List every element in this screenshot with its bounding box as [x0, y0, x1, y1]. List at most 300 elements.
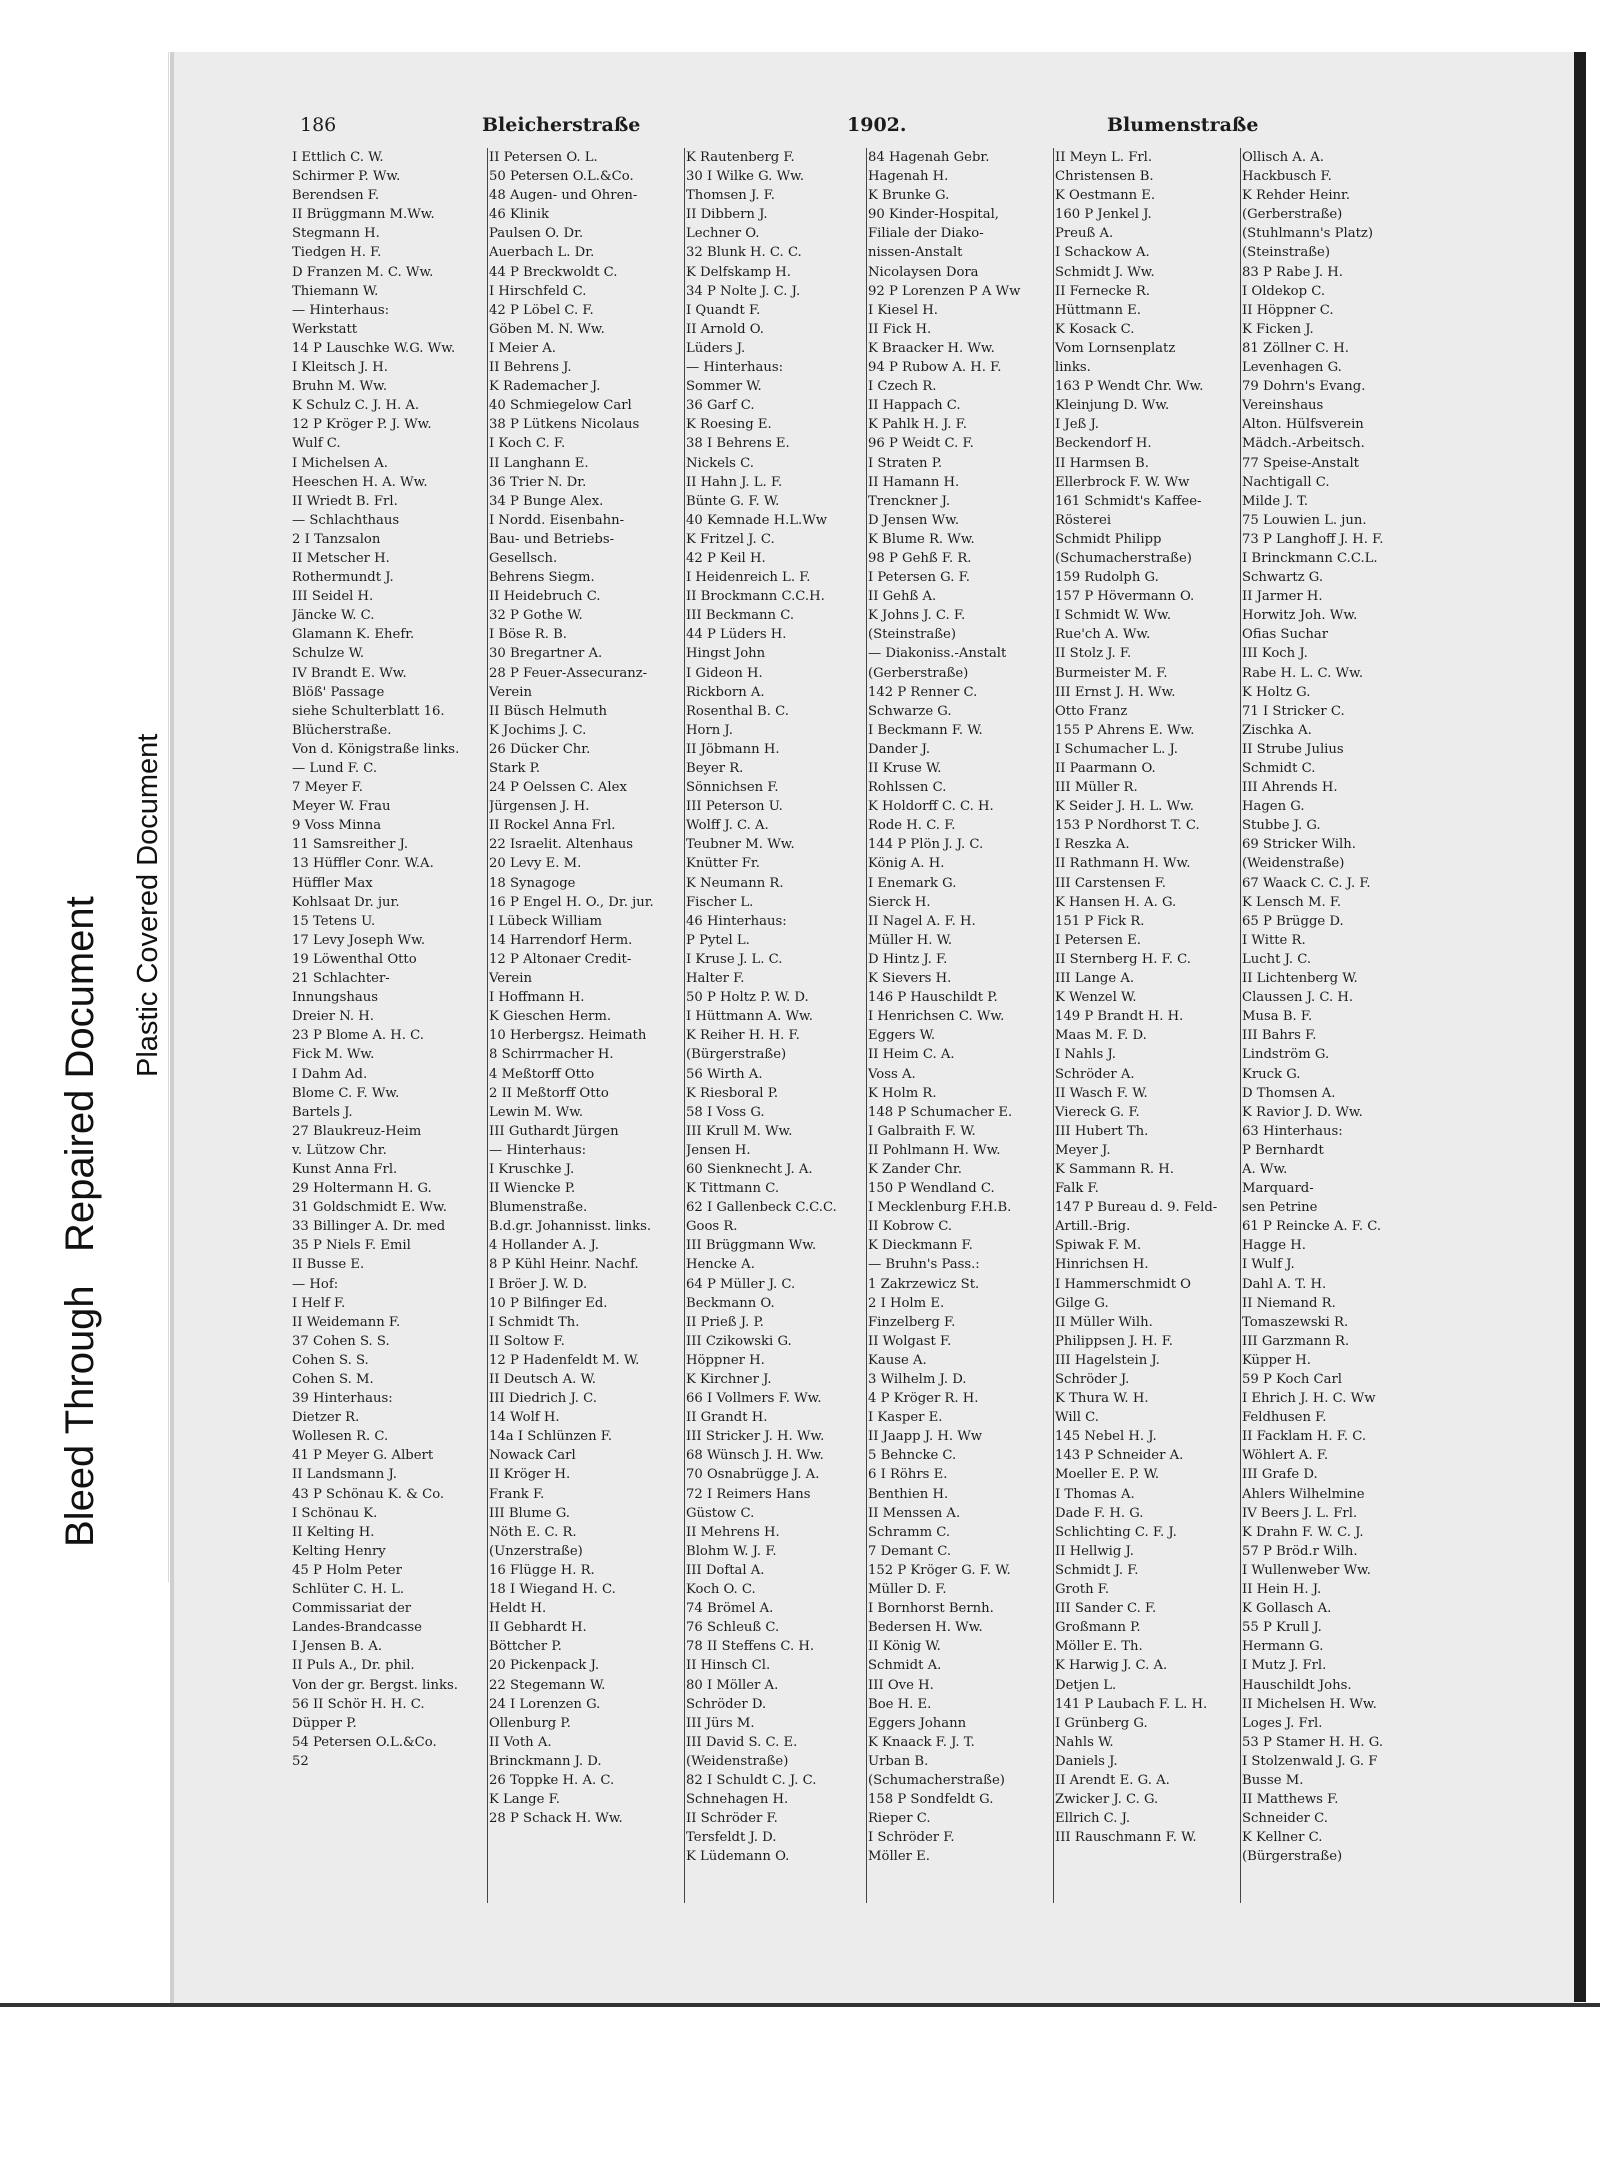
directory-entry: 46 Klinik: [489, 207, 549, 223]
directory-entry: II Weidemann F.: [292, 1314, 401, 1330]
directory-entry: K Tittmann C.: [686, 1181, 780, 1197]
directory-entry: Loges J. Frl.: [1242, 1715, 1323, 1731]
directory-entry: 14 Wolf H.: [489, 1410, 560, 1426]
directory-entry: II Sternberg H. F. C.: [1055, 951, 1191, 967]
directory-entry: (Schumacherstraße): [1055, 550, 1192, 566]
directory-entry: Hagen G.: [1242, 799, 1305, 815]
directory-entry: K Schulz C. J. H. A.: [292, 398, 420, 414]
directory-entry: Hencke A.: [686, 1257, 755, 1273]
directory-entry: Müller D. F.: [868, 1582, 947, 1598]
directory-entry: II Landsmann J.: [292, 1467, 397, 1483]
directory-entry: K Gollasch A.: [1242, 1601, 1332, 1617]
directory-entry: II Niemand R.: [1242, 1295, 1336, 1311]
directory-entry: III Ove H.: [868, 1677, 934, 1693]
directory-entry: III Hagelstein J.: [1055, 1352, 1160, 1368]
directory-entry: 34 P Nolte J. C. J.: [686, 283, 801, 299]
directory-entry: 14 P Lauschke W.G. Ww.: [292, 340, 456, 356]
directory-entry: I Kiesel H.: [868, 302, 938, 318]
directory-entry: I Michelsen A.: [292, 455, 388, 471]
directory-entry: Nahls W.: [1055, 1734, 1114, 1750]
directory-entry: III Ernst J. H. Ww.: [1055, 684, 1176, 700]
directory-entry: III Carstensen F.: [1055, 875, 1166, 891]
directory-entry: 18 Synagoge: [489, 875, 576, 891]
directory-entry: K Holtz G.: [1242, 684, 1311, 700]
directory-entry: 32 P Gothe W.: [489, 608, 583, 624]
directory-entry: 35 P Niels F. Emil: [292, 1238, 411, 1254]
directory-entry: II Puls A., Dr. phil.: [292, 1658, 415, 1674]
directory-entry: 44 P Breckwoldt C.: [489, 264, 618, 280]
directory-entry: II Hamann H.: [868, 474, 960, 490]
directory-entry: D Hintz J. F.: [868, 951, 948, 967]
directory-entry: 12 P Kröger P. J. Ww.: [292, 417, 432, 433]
directory-entry: I Petersen G. F.: [868, 570, 970, 586]
directory-entry: Von der gr. Bergst. links.: [292, 1677, 458, 1693]
directory-entry: A. Ww.: [1242, 1161, 1288, 1177]
directory-entry: Hauschildt Johs.: [1242, 1677, 1352, 1693]
directory-entry: III Seidel H.: [292, 589, 374, 605]
directory-entry: I Gideon H.: [686, 665, 763, 681]
directory-entry: Ellrich C. J.: [1055, 1811, 1131, 1827]
directory-entry: Schmidt J. Ww.: [1055, 264, 1155, 280]
directory-entry: K Brunke G.: [868, 188, 950, 204]
directory-entry: Schwarze G.: [868, 703, 952, 719]
directory-entry: Beckmann O.: [686, 1295, 775, 1311]
directory-entry: Rode H. C. F.: [868, 818, 956, 834]
directory-entry: Jensen H.: [686, 1142, 751, 1158]
directory-entry: I Oldekop C.: [1242, 283, 1326, 299]
directory-entry: Jäncke W. C.: [292, 608, 375, 624]
directory-entry: Hüttmann E.: [1055, 302, 1141, 318]
directory-entry: K Fritzel J. C.: [686, 531, 775, 547]
directory-entry: I Schmidt W. Ww.: [1055, 608, 1172, 624]
directory-entry: Blohm W. J. F.: [686, 1543, 777, 1559]
directory-entry: Ellerbrock F. W. Ww: [1055, 474, 1190, 490]
directory-entry: Ofias Suchar: [1242, 627, 1329, 643]
directory-entry: Möller E. Th.: [1055, 1639, 1143, 1655]
directory-entry: Rothermundt J.: [292, 570, 394, 586]
directory-entry: 43 P Schönau K. & Co.: [292, 1486, 445, 1502]
directory-entry: (Gerberstraße): [868, 665, 969, 681]
directory-entry: Hüffler Max: [292, 875, 373, 891]
directory-entry: — Hinterhaus:: [686, 360, 784, 376]
directory-entry: B.d.gr. Johannisst. links.: [489, 1219, 652, 1235]
directory-entry: Fick M. Ww.: [292, 1047, 375, 1063]
directory-entry: I Dahm Ad.: [292, 1066, 368, 1082]
directory-entry: III Brüggmann Ww.: [686, 1238, 817, 1254]
directory-entry: Viereck G. F.: [1055, 1104, 1140, 1120]
directory-entry: 160 P Jenkel J.: [1055, 207, 1152, 223]
directory-entry: II Brockmann C.C.H.: [686, 589, 825, 605]
directory-entry: K Holdorff C. C. H.: [868, 799, 994, 815]
directory-entry: Zwicker J. C. G.: [1055, 1792, 1159, 1808]
directory-entry: Heldt H.: [489, 1601, 547, 1617]
directory-entry: II Soltow F.: [489, 1333, 565, 1349]
directory-entry: Rosenthal B. C.: [686, 703, 789, 719]
directory-entry: K Wenzel W.: [1055, 990, 1137, 1006]
directory-entry: 66 I Vollmers F. Ww.: [686, 1391, 822, 1407]
directory-entry: 151 P Fick R.: [1055, 913, 1145, 929]
directory-entry: Thomsen J. F.: [686, 188, 775, 204]
directory-entry: III Rauschmann F. W.: [1055, 1830, 1197, 1846]
scan-edge-strip: [1574, 52, 1586, 2002]
directory-entry: Otto Franz: [1055, 703, 1128, 719]
directory-entry: Nickels C.: [686, 455, 754, 471]
directory-entry: Dahl A. T. H.: [1242, 1276, 1327, 1292]
directory-entry: II Kröger H.: [489, 1467, 571, 1483]
directory-entry: Meyer W. Frau: [292, 799, 391, 815]
directory-entry: I Bornhorst Bernh.: [868, 1601, 994, 1617]
directory-entry: Kause A.: [868, 1352, 927, 1368]
directory-entry: 147 P Bureau d. 9. Feld-: [1055, 1200, 1218, 1216]
directory-entry: Nöth E. C. R.: [489, 1524, 577, 1540]
directory-entry: 157 P Hövermann O.: [1055, 589, 1195, 605]
directory-entry: II Jarmer H.: [1242, 589, 1323, 605]
directory-entry: K Riesboral P.: [686, 1085, 779, 1101]
directory-entry: 158 P Sondfeldt G.: [868, 1792, 994, 1808]
directory-entry: Göben M. N. Ww.: [489, 321, 605, 337]
directory-entry: K Zander Chr.: [868, 1161, 962, 1177]
directory-entry: Jürgensen J. H.: [489, 799, 590, 815]
directory-entry: (Steinstraße): [1242, 245, 1330, 261]
directory-entry: Möller E.: [868, 1849, 930, 1865]
directory-entry: Kleinjung D. Ww.: [1055, 398, 1170, 414]
directory-entry: 96 P Weidt C. F.: [868, 436, 974, 452]
column-rule: [1053, 148, 1054, 1903]
directory-entry: 45 P Holm Peter: [292, 1562, 402, 1578]
directory-column-2: [489, 148, 684, 1828]
directory-entry: Urban B.: [868, 1753, 929, 1769]
directory-entry: K Rademacher J.: [489, 379, 601, 395]
directory-entry: Voss A.: [868, 1066, 916, 1082]
directory-entry: I Kruschke J.: [489, 1161, 575, 1177]
directory-entry: III Grafe D.: [1242, 1467, 1318, 1483]
directory-entry: III Ahrends H.: [1242, 780, 1338, 796]
directory-entry: 23 P Blome A. H. C.: [292, 1028, 424, 1044]
label-repaired-document: Repaired Document: [58, 896, 102, 1252]
directory-entry: II Gehß A.: [868, 589, 937, 605]
directory-entry: 90 Kinder-Hospital,: [868, 207, 999, 223]
directory-entry: Spiwak F. M.: [1055, 1238, 1142, 1254]
directory-entry: I Kleitsch J. H.: [292, 360, 388, 376]
directory-entry: K Hansen H. A. G.: [1055, 894, 1177, 910]
directory-entry: II Strube Julius: [1242, 741, 1344, 757]
directory-entry: 28 P Schack H. Ww.: [489, 1811, 623, 1827]
directory-entry: I Kasper E.: [868, 1410, 943, 1426]
directory-entry: II Fick H.: [868, 321, 932, 337]
directory-entry: 161 Schmidt's Kaffee-: [1055, 493, 1202, 509]
directory-entry: 149 P Brandt H. H.: [1055, 1009, 1184, 1025]
directory-entry: Schramm C.: [868, 1524, 951, 1540]
directory-entry: 36 Garf C.: [686, 398, 755, 414]
directory-entry: Bruhn M. Ww.: [292, 379, 388, 395]
directory-entry: Bedersen H. Ww.: [868, 1620, 983, 1636]
directory-entry: (Schumacherstraße): [868, 1772, 1005, 1788]
directory-entry: II Büsch Helmuth: [489, 703, 607, 719]
directory-entry: II Voth A.: [489, 1734, 552, 1750]
directory-entry: 69 Stricker Wilh.: [1242, 837, 1356, 853]
directory-entry: 16 P Engel H. O., Dr. jur.: [489, 894, 654, 910]
directory-entry: Meyer J.: [1055, 1142, 1111, 1158]
directory-entry: I Meier A.: [489, 340, 556, 356]
directory-entry: 59 P Koch Carl: [1242, 1372, 1343, 1387]
directory-entry: Knütter Fr.: [686, 856, 760, 872]
directory-entry: II Rathmann H. Ww.: [1055, 856, 1191, 872]
directory-entry: 83 P Rabe J. H.: [1242, 264, 1343, 280]
directory-entry: Dietzer R.: [292, 1410, 360, 1426]
directory-entry: Finzelberg F.: [868, 1314, 956, 1330]
directory-entry: (Stuhlmann's Platz): [1242, 226, 1373, 242]
directory-entry: Vom Lornsenplatz: [1055, 340, 1176, 356]
directory-entry: II Wiencke P.: [489, 1181, 576, 1197]
directory-entry: K Kosack C.: [1055, 321, 1135, 337]
directory-entry: Schneider C.: [1242, 1811, 1328, 1827]
directory-entry: 18 I Wiegand H. C.: [489, 1582, 616, 1598]
directory-entry: Feldhusen F.: [1242, 1410, 1327, 1426]
directory-entry: Küpper H.: [1242, 1352, 1311, 1368]
directory-entry: I Bröer J. W. D.: [489, 1276, 588, 1292]
directory-entry: K Gieschen Herm.: [489, 1009, 612, 1025]
directory-entry: Schmidt J. F.: [1055, 1562, 1139, 1578]
directory-page: [170, 52, 1574, 2004]
directory-entry: Kruck G.: [1242, 1066, 1301, 1082]
directory-entry: I Hoffmann H.: [489, 990, 585, 1006]
directory-entry: I Petersen E.: [1055, 932, 1141, 948]
directory-entry: 148 P Schumacher E.: [868, 1104, 1013, 1120]
directory-entry: Schmidt Philipp: [1055, 531, 1162, 547]
directory-entry: 4 Hollander A. J.: [489, 1238, 599, 1254]
directory-entry: 144 P Plön J. J. C.: [868, 837, 984, 853]
directory-entry: Zischka A.: [1242, 722, 1312, 738]
directory-entry: Trenckner J.: [868, 493, 951, 509]
directory-entry: Innungshaus: [292, 990, 379, 1006]
directory-entry: 78 II Steffens C. H.: [686, 1639, 815, 1655]
directory-entry: 21 Schlachter-: [292, 971, 390, 987]
directory-entry: I Czech R.: [868, 379, 937, 395]
directory-entry: 81 Zöllner C. H.: [1242, 340, 1349, 356]
directory-entry: — Diakoniss.-Anstalt: [868, 646, 1007, 662]
directory-entry: II Happach C.: [868, 398, 961, 414]
directory-entry: I Henrichsen C. Ww.: [868, 1009, 1005, 1025]
directory-entry: Wöhlert A. F.: [1242, 1448, 1329, 1464]
header-right-street: Blumenstraße: [1107, 114, 1259, 136]
directory-entry: 12 P Altonaer Credit-: [489, 951, 632, 967]
directory-entry: II Menssen A.: [868, 1505, 961, 1521]
directory-entry: II Nagel A. F. H.: [868, 913, 976, 929]
directory-entry: 46 Hinterhaus:: [686, 913, 787, 929]
directory-entry: 31 Goldschmidt E. Ww.: [292, 1200, 447, 1216]
directory-entry: 2 II Meßtorff Otto: [489, 1085, 609, 1101]
directory-entry: III Doftal A.: [686, 1562, 765, 1578]
directory-entry: Preuß A.: [1055, 226, 1114, 242]
directory-entry: Dreier N. H.: [292, 1009, 374, 1025]
directory-entry: 60 Sienknecht J. A.: [686, 1161, 813, 1177]
directory-entry: 4 Meßtorff Otto: [489, 1066, 595, 1082]
directory-entry: Nachtigall C.: [1242, 474, 1330, 490]
directory-entry: Fischer L.: [686, 894, 754, 910]
directory-entry: K Seider J. H. L. Ww.: [1055, 799, 1194, 815]
directory-entry: Schlichting C. F. J.: [1055, 1524, 1177, 1540]
directory-entry: 61 P Reincke A. F. C.: [1242, 1219, 1382, 1235]
directory-entry: Großmann P.: [1055, 1620, 1141, 1636]
directory-entry: II Brüggmann M.Ww.: [292, 207, 435, 223]
directory-entry: 65 P Brügge D.: [1242, 913, 1344, 929]
column-rule: [487, 148, 488, 1903]
directory-entry: III Czikowski G.: [686, 1333, 792, 1349]
directory-entry: II Heidebruch C.: [489, 589, 601, 605]
directory-entry: I Wulf J.: [1242, 1257, 1295, 1273]
directory-entry: III Jürs M.: [686, 1715, 755, 1731]
directory-entry: Bau- und Betriebs-: [489, 531, 615, 547]
directory-entry: I Enemark G.: [868, 875, 957, 891]
directory-entry: III Bahrs F.: [1242, 1028, 1317, 1044]
directory-entry: 142 P Renner C.: [868, 684, 978, 700]
directory-entry: I Galbraith F. W.: [868, 1123, 976, 1139]
directory-entry: II Gebhardt H.: [489, 1620, 587, 1636]
directory-entry: 64 P Müller J. C.: [686, 1276, 796, 1292]
directory-entry: Boe H. E.: [868, 1696, 932, 1712]
directory-entry: 10 P Bilfinger Ed.: [489, 1295, 608, 1311]
directory-entry: 28 P Feuer-Assecuranz-: [489, 665, 648, 681]
directory-entry: II Hinsch Cl.: [686, 1658, 771, 1674]
directory-entry: 146 P Hauschildt P.: [868, 990, 998, 1006]
directory-entry: 36 Trier N. Dr.: [489, 474, 587, 490]
directory-entry: I Straten P.: [868, 455, 943, 471]
directory-entry: 40 Kemnade H.L.Ww: [686, 512, 828, 528]
directory-entry: Schnehagen H.: [686, 1792, 789, 1808]
directory-entry: Auerbach L. Dr.: [489, 245, 595, 261]
directory-entry: II Hahn J. L. F.: [686, 474, 783, 490]
directory-entry: 8 Schirrmacher H.: [489, 1047, 614, 1063]
directory-entry: 22 Stegemann W.: [489, 1677, 606, 1693]
directory-entry: 98 P Gehß F. R.: [868, 550, 972, 566]
directory-entry: P Pytel L.: [686, 932, 750, 948]
directory-entry: II König W.: [868, 1639, 941, 1655]
directory-entry: K Lensch M. F.: [1242, 894, 1342, 910]
directory-entry: 10 Herbergsz. Heimath: [489, 1028, 647, 1044]
directory-entry: D Thomsen A.: [1242, 1085, 1336, 1101]
directory-entry: Ollenburg P.: [489, 1715, 571, 1731]
directory-entry: Verein: [489, 971, 532, 987]
directory-entry: 5 Behncke C.: [868, 1448, 957, 1464]
directory-entry: — Hof:: [292, 1276, 339, 1292]
directory-entry: Rohlssen C.: [868, 780, 947, 796]
directory-entry: I Nordd. Eisenbahn-: [489, 512, 625, 528]
directory-entry: 44 P Lüders H.: [686, 627, 787, 643]
directory-entry: 30 I Wilke G. Ww.: [686, 169, 805, 185]
directory-entry: Blöß' Passage: [292, 684, 385, 700]
directory-entry: 2 I Tanzsalon: [292, 531, 381, 547]
directory-entry: 71 I Stricker C.: [1242, 703, 1345, 719]
directory-entry: Schmidt C.: [1242, 761, 1316, 776]
directory-entry: I Brinckmann C.C.L.: [1242, 550, 1378, 566]
directory-entry: Rue'ch A. Ww.: [1055, 627, 1151, 643]
directory-entry: III Stricker J. H. Ww.: [686, 1429, 825, 1445]
column-rule: [1240, 148, 1241, 1903]
label-bleed-through: Bleed Through Repaired Document: [58, 896, 102, 1547]
directory-entry: Lüders J.: [686, 340, 746, 356]
directory-entry: 42 P Keil H.: [686, 550, 766, 566]
directory-entry: Vereinshaus: [1242, 398, 1324, 414]
directory-entry: I Grünberg G.: [1055, 1715, 1148, 1731]
directory-entry: Marquard-: [1242, 1181, 1314, 1197]
directory-entry: Gilge G.: [1055, 1295, 1109, 1311]
directory-entry: Falk F.: [1055, 1181, 1099, 1197]
directory-entry: Hackbusch F.: [1242, 169, 1332, 185]
directory-entry: 20 Pickenpack J.: [489, 1658, 600, 1674]
scan-bottom-edge: [0, 2003, 1600, 2007]
directory-entry: D Jensen Ww.: [868, 512, 960, 528]
directory-entry: 94 P Rubow A. H. F.: [868, 360, 1002, 376]
directory-entry: 72 I Reimers Hans: [686, 1486, 811, 1502]
directory-entry: 150 P Wendland C.: [868, 1181, 995, 1197]
directory-entry: K Sammann R. H.: [1055, 1161, 1174, 1177]
directory-entry: II Höppner C.: [1242, 302, 1334, 318]
directory-entry: Schirmer P. Ww.: [292, 169, 401, 185]
directory-entry: 11 Samsreither J.: [292, 837, 409, 853]
directory-entry: 15 Tetens U.: [292, 913, 376, 929]
directory-entry: Werkstatt: [292, 321, 358, 337]
directory-entry: II Jöbmann H.: [686, 741, 780, 757]
directory-entry: Gesellsch.: [489, 550, 558, 566]
directory-entry: 22 Israelit. Altenhaus: [489, 837, 633, 853]
directory-entry: 82 I Schuldt C. J. C.: [686, 1772, 817, 1788]
directory-entry: 56 II Schör H. H. C.: [292, 1696, 425, 1712]
directory-entry: K Holm R.: [868, 1085, 937, 1101]
directory-entry: Claussen J. C. H.: [1242, 990, 1354, 1006]
column-rule: [684, 148, 685, 1903]
directory-entry: III Hubert Th.: [1055, 1123, 1149, 1139]
directory-entry: 26 Toppke H. A. C.: [489, 1772, 615, 1788]
directory-entry: 19 Löwenthal Otto: [292, 951, 417, 967]
directory-entry: Lechner O.: [686, 226, 760, 242]
directory-entry: 56 Wirth A.: [686, 1066, 763, 1082]
directory-entry: K Neumann R.: [686, 875, 784, 891]
directory-entry: 155 P Ahrens E. Ww.: [1055, 722, 1195, 738]
directory-entry: 70 Osnabrügge J. A.: [686, 1467, 820, 1483]
directory-entry: K Harwig J. C. A.: [1055, 1658, 1168, 1674]
directory-entry: Hagge H.: [1242, 1238, 1306, 1254]
directory-entry: II Langhann E.: [489, 455, 589, 471]
directory-entry: Düpper P.: [292, 1715, 357, 1731]
directory-entry: 74 Brömel A.: [686, 1601, 774, 1617]
directory-entry: Filiale der Diako-: [868, 226, 984, 242]
directory-entry: I Beckmann F. W.: [868, 722, 983, 738]
directory-entry: 76 Schleuß C.: [686, 1620, 780, 1636]
directory-entry: 50 P Holtz P. W. D.: [686, 990, 809, 1006]
directory-entry: Schlüter C. H. L.: [292, 1582, 405, 1598]
directory-entry: Sierck H.: [868, 894, 931, 910]
directory-entry: Levenhagen G.: [1242, 360, 1342, 376]
directory-entry: Mädch.-Arbeitsch.: [1242, 436, 1365, 452]
directory-entry: Maas M. F. D.: [1055, 1028, 1147, 1044]
directory-entry: 26 Dücker Chr.: [489, 741, 591, 757]
directory-entry: P Bernhardt: [1242, 1142, 1324, 1158]
directory-entry: I Böse R. B.: [489, 627, 567, 643]
directory-entry: Benthien H.: [868, 1486, 949, 1502]
directory-entry: Schröder J.: [1055, 1372, 1130, 1387]
directory-entry: König A. H.: [868, 856, 945, 872]
directory-entry: II Meyn L. Frl.: [1055, 150, 1153, 165]
directory-entry: I Heidenreich L. F.: [686, 570, 811, 586]
directory-entry: 2 I Holm E.: [868, 1295, 945, 1311]
directory-entry: I Schmidt Th.: [489, 1314, 580, 1330]
directory-entry: II Dibbern J.: [686, 207, 768, 223]
directory-entry: Stubbe J. G.: [1242, 818, 1321, 834]
directory-entry: I Stolzenwald J. G. F: [1242, 1753, 1378, 1769]
directory-entry: II Wriedt B. Frl.: [292, 493, 398, 509]
header-left-street: Bleicherstraße: [482, 114, 641, 136]
directory-entry: Schmidt A.: [868, 1658, 942, 1674]
